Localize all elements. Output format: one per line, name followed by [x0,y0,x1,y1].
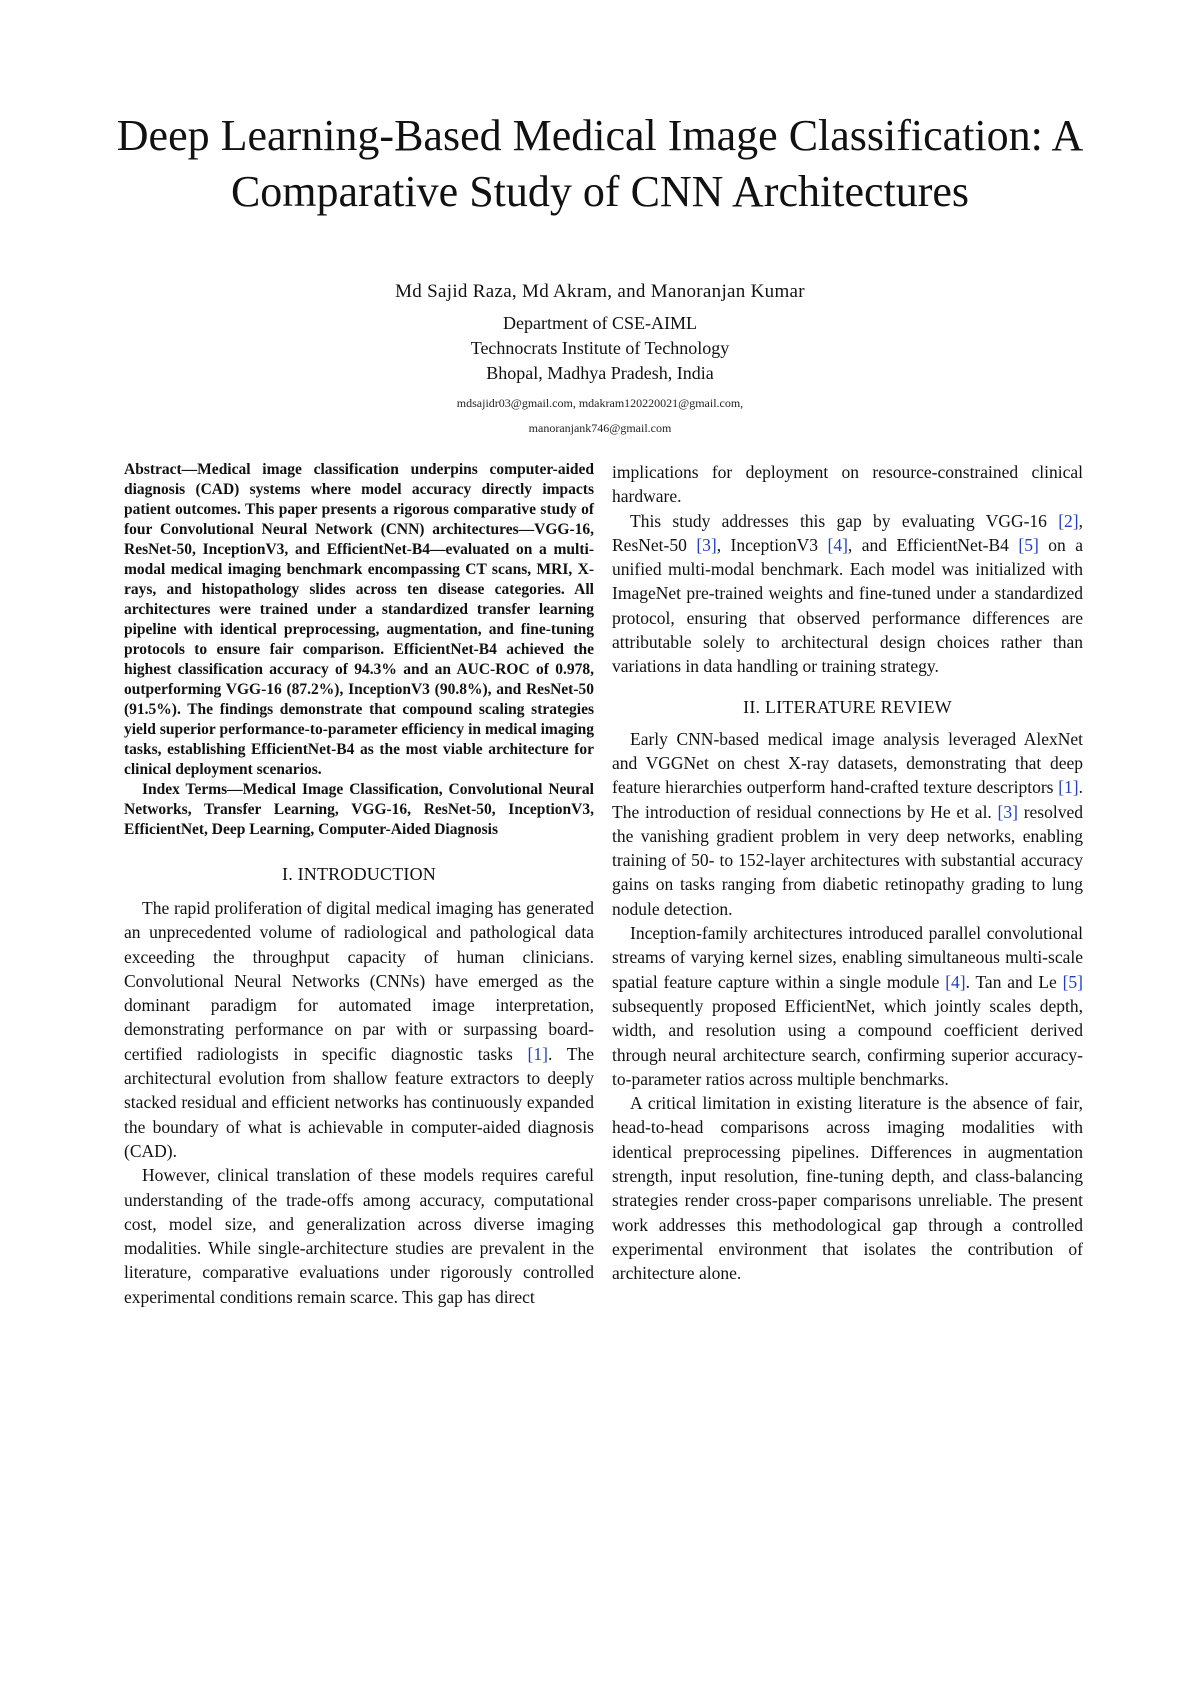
citation-link[interactable]: [4] [827,534,848,555]
citation-link[interactable]: [3] [696,534,717,555]
intro-paragraph-2: However, clinical translation of these models requires careful understanding of the trade-offs among accuracy, computational cost, model size, and generalization across diverse imaging modalities. While single-architecture studies are prevalent in the literature, comparative evaluations under rigorously controlled experimental conditions remain scarce. This gap has direct [124,1165,594,1307]
right-column [612,460,1083,1286]
lit-text: Inception-family architectures introduced parallel convolutional streams of varying kernel sizes, enabling simultaneous multi-scale spatial feature capture within a single module [612,923,1083,992]
intro-text: This study addresses this gap by evaluating VGG-16 [630,510,1059,531]
intro-text: , and EfficientNet-B4 [847,534,1019,555]
intro-paragraph-2-continued: implications for deployment on resource-constrained clinical hardware. [612,462,1083,507]
intro-text: on a unified multi-modal benchmark. Each model was initialized with ImageNet pre-trained weights and fine-tuned under a standardized protocol, ensuring that observed performance differences are attributable solely to architectural design choices rather than variations in data handling or training strategy. [612,534,1083,677]
citation-link[interactable]: [4] [945,971,966,992]
institute: Technocrats Institute of Technology [470,338,730,358]
citation-link[interactable]: [2] [1058,510,1079,531]
intro-paragraph-1 [124,896,594,1163]
lit-paragraph-1 [612,727,1083,921]
intro-paragraph-3 [612,509,1083,679]
abstract: Abstract—Medical image classification underpins computer-aided diagnosis (CAD) systems where model accuracy directly impacts patient outcomes. This paper presents a rigorous comparative study of four Convolutional Neural Network (CNN) architectures—VGG-16, ResNet-50, InceptionV3, and EfficientNet-B4—evaluated on a multi-modal medical imaging benchmark encompassing CT scans, MRI, X-rays, and histopathology slides across ten disease categories. All architectures were trained under a standardized transfer learning pipeline with identical preprocessing, augmentation, and fine-tuning protocols to ensure fair comparison. EfficientNet-B4 achieved the highest classification accuracy of 94.3% and an AUC-ROC of 0.978, outperforming VGG-16 (87.2%), InceptionV3 (90.8%), and ResNet-50 (91.5%). The findings demonstrate that compound scaling strategies yield superior performance-to-parameter efficiency in medical imaging tasks, establishing EfficientNet-B4 as the most viable architecture for clinical deployment scenarios. [124,461,594,778]
lit-text: . The introduction of residual connections by He et al. [612,777,1083,822]
lit-text: resolved the vanishing gradient problem in very deep networks, enabling training of 50- to 152-layer architectures with substantial accuracy gains on tasks ranging from diabetic retinopathy grading to lung nodule detection. [612,801,1083,919]
lit-text: subsequently proposed EfficientNet, which jointly scales depth, width, and resolution using a compound coefficient derived through neural architecture search, confirming superior accuracy-to-parameter ratios across multiple benchmarks. [612,995,1083,1089]
email-line-2: manoranjank746@gmail.com [528,421,672,435]
intro-text: . The architectural evolution from shallow feature extractors to deeply stacked residual and efficient networks has continuously expanded the boundary of what is achievable in computer-aided diagnosis (CAD). [124,1043,594,1161]
lit-paragraph-3: A critical limitation in existing literature is the absence of fair, head-to-head comparisons across imaging modalities with identical preprocessing pipelines. Differences in augmentation strength, input resolution, fine-tuning depth, and class-balancing strategies render cross-paper comparisons unreliable. The present work addresses this methodological gap through a controlled experimental environment that isolates the contribution of architecture alone. [612,1093,1083,1284]
intro-text: , InceptionV3 [716,534,828,555]
intro-text: , ResNet-50 [612,510,1083,555]
lit-paragraph-2 [612,921,1083,1091]
author-emails [100,391,1100,441]
lit-text: Early CNN-based medical image analysis leveraged AlexNet and VGGNet on chest X-ray datasets, demonstrating that deep feature hierarchies outperform hand-crafted texture descriptors [612,728,1083,798]
intro-text: The rapid proliferation of digital medical imaging has generated an unprecedented volume of radiological and pathological data exceeding the throughput capacity of human clinicians. Convolutional Neural Networks (CNNs) have emerged as the dominant paradigm for automated image interpretation, demonstrating performance on par with or surpassing board-certified radiologists in specific diagnostic tasks [124,898,594,1064]
email-line-1: mdsajidr03@gmail.com, mdakram120220021@gmail.com, [456,396,744,410]
citation-link[interactable]: [3] [997,801,1018,822]
department: Department of CSE-AIML [503,313,697,333]
section-heading-introduction: I. INTRODUCTION [282,864,436,884]
citation-link[interactable]: [1] [527,1043,548,1064]
affiliation [100,311,1100,386]
citation-link[interactable]: [1] [1058,777,1079,798]
citation-link[interactable]: [5] [1018,534,1039,555]
paper-title: Deep Learning-Based Medical Image Classification: A Comparative Study of CNN Architectures [116,111,1084,216]
author-list: Md Sajid Raza, Md Akram, and Manoranjan Kumar [395,281,805,302]
location: Bhopal, Madhya Pradesh, India [486,363,714,383]
left-column [124,460,594,1309]
section-heading-literature-review: II. LITERATURE REVIEW [743,696,952,717]
lit-text: . Tan and Le [965,971,1063,992]
index-terms: Index Terms—Medical Image Classification, Convolutional Neural Networks, Transfer Learning, VGG-16, ResNet-50, InceptionV3, EfficientNet, Deep Learning, Computer-Aided Diagnosis [124,781,594,838]
citation-link[interactable]: [5] [1062,971,1083,992]
